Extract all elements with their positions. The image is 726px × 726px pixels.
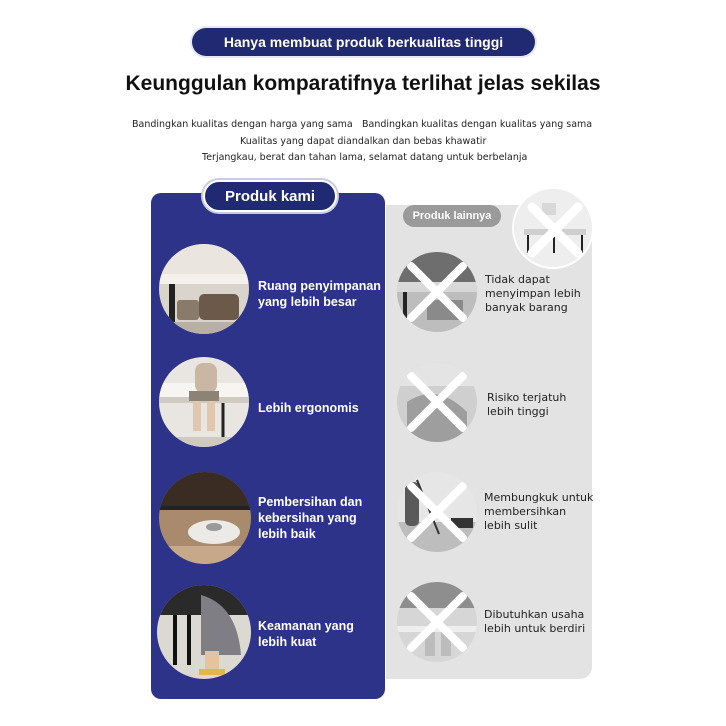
others-panel-label: Produk lainnya <box>403 205 501 227</box>
ours-feature-2 <box>258 400 359 416</box>
others-feature-1-line3: banyak barang <box>485 301 568 314</box>
ours-panel-label: Produk kami <box>203 180 337 212</box>
others-feature-3 <box>484 491 593 533</box>
ours-feature-4-line1: Keamanan yang <box>258 619 354 633</box>
subtitle-2: Bandingkan kualitas dengan kualitas yang sama <box>362 119 593 130</box>
others-feature-1-line2: menyimpan lebih <box>485 287 581 300</box>
others-feature-2-line2: lebih tinggi <box>487 405 549 418</box>
others-feature-1-line1: Tidak dapat <box>485 273 550 286</box>
ours-feature-1-line1: Ruang penyimpanan <box>258 279 381 293</box>
ours-feature-2-line1: Lebih ergonomis <box>258 401 359 415</box>
others-storage-image <box>397 252 477 332</box>
ours-feature-3 <box>258 494 362 542</box>
others-feature-2 <box>487 391 566 419</box>
subtitle-1: Bandingkan kualitas dengan harga yang sama <box>132 119 353 130</box>
ours-feature-3-line3: lebih baik <box>258 527 316 541</box>
others-feature-3-line1: Membungkuk untuk <box>484 491 594 504</box>
subtitle-3: Kualitas yang dapat diandalkan dan bebas khawatir <box>240 136 487 147</box>
others-feature-4-line2: lebih untuk berdiri <box>484 622 586 635</box>
ours-feature-1 <box>258 278 381 310</box>
ours-storage-image <box>159 244 249 334</box>
others-fall-image <box>397 362 477 442</box>
others-standing-image <box>397 582 477 662</box>
ours-cleaning-image <box>159 472 251 564</box>
ours-feature-4-line2: lebih kuat <box>258 635 317 649</box>
others-feature-2-line1: Risiko terjatuh <box>487 391 567 404</box>
top-badge: Hanya membuat produk berkualitas tinggi <box>192 28 535 56</box>
others-feature-4 <box>484 608 585 636</box>
page-title: Keunggulan komparatifnya terlihat jelas sekilas <box>125 72 601 95</box>
ours-feature-4 <box>258 618 354 650</box>
ours-ergonomic-image <box>159 357 249 447</box>
others-cleaning-image <box>397 472 477 552</box>
ours-safety-image <box>157 585 251 679</box>
others-header-image <box>512 187 594 269</box>
others-feature-4-line1: Dibutuhkan usaha <box>484 608 585 621</box>
others-feature-3-line3: lebih sulit <box>484 519 538 532</box>
others-feature-1 <box>485 273 581 315</box>
others-feature-3-line2: membersihkan <box>484 505 567 518</box>
ours-feature-3-line2: kebersihan yang <box>258 511 357 525</box>
ours-feature-1-line2: yang lebih besar <box>258 295 357 309</box>
subtitle-4: Terjangkau, berat dan tahan lama, selamat datang untuk berbelanja <box>202 152 528 163</box>
ours-feature-3-line1: Pembersihan dan <box>258 495 363 509</box>
